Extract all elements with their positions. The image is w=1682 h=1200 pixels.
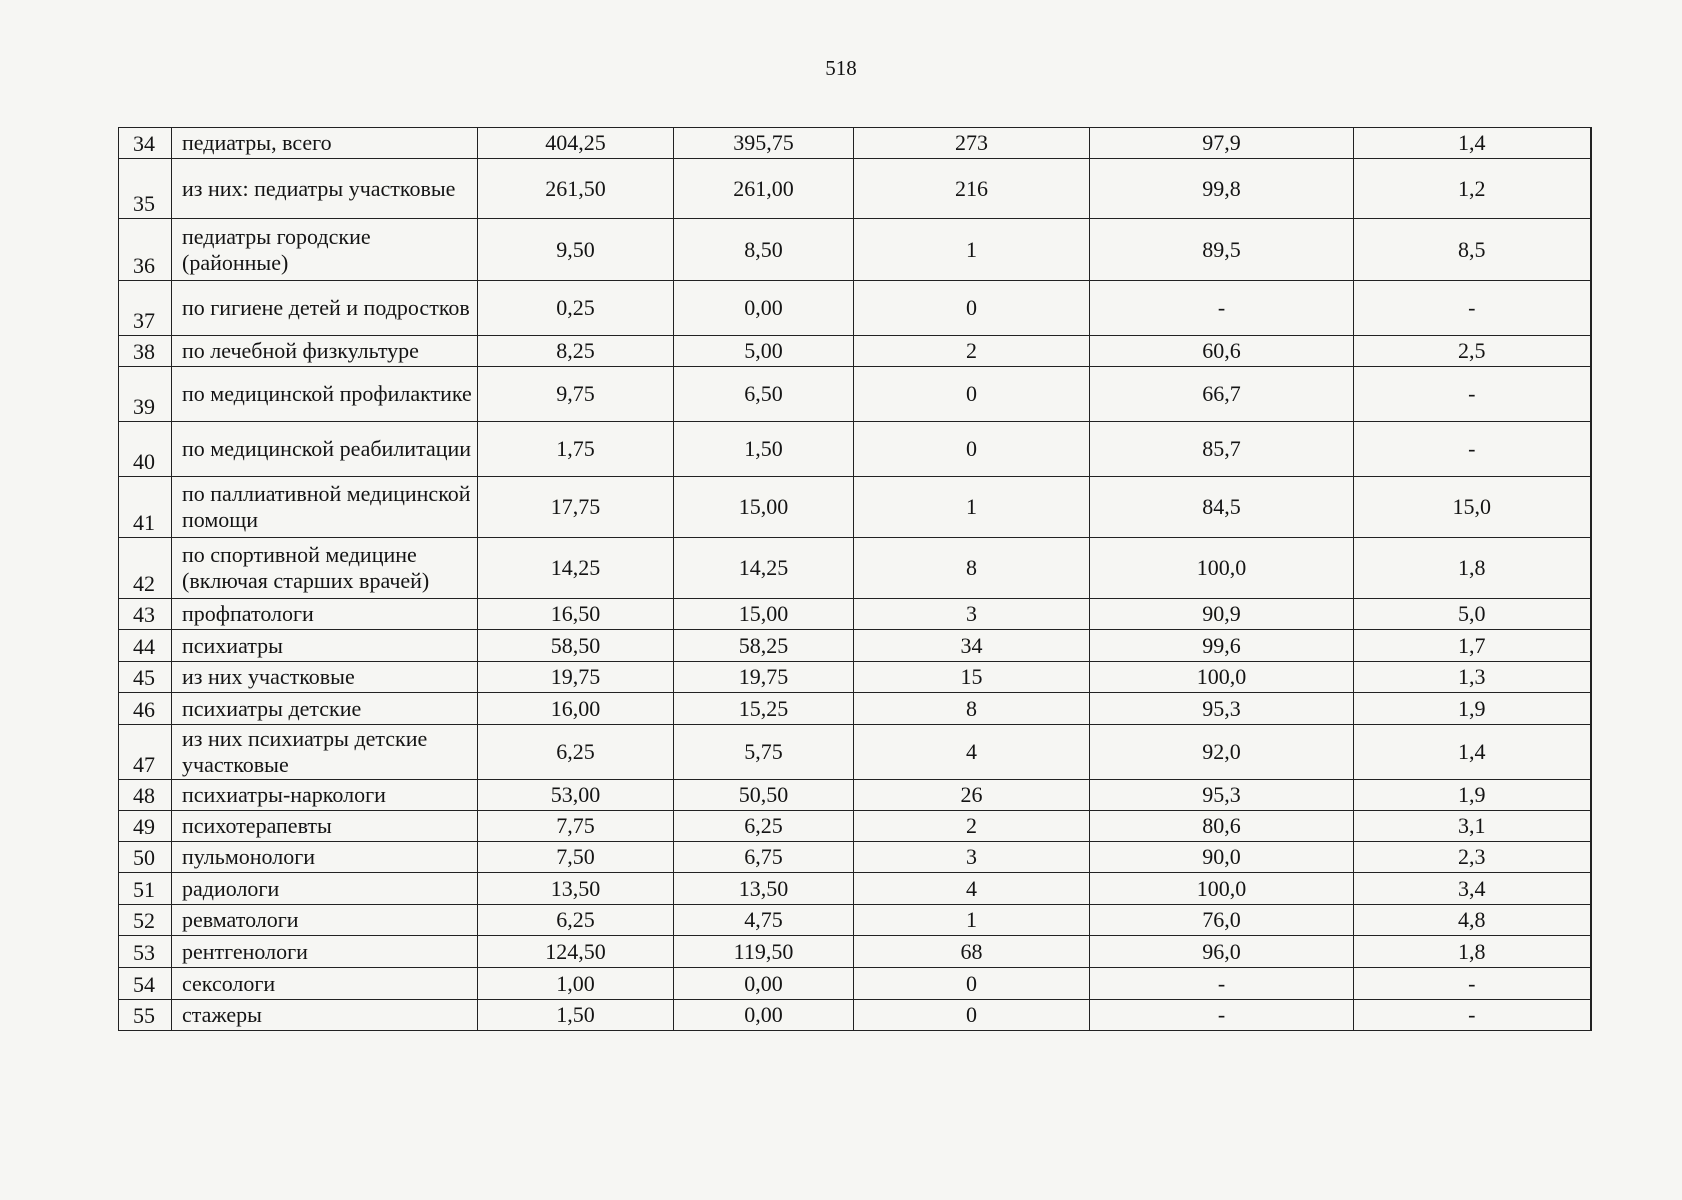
table-row	[119, 128, 1591, 159]
value-cell: 84,5	[1090, 477, 1354, 538]
value-cell: 6,25	[478, 725, 674, 780]
value-cell: 216	[854, 159, 1090, 219]
value-cell: 8,50	[674, 219, 854, 281]
value-cell: 0,00	[674, 968, 854, 1000]
value-cell: 99,8	[1090, 159, 1354, 219]
value-cell: 1,8	[1354, 936, 1591, 968]
specialty-name: из них: педиатры участковые	[172, 159, 478, 219]
value-cell: 99,6	[1090, 630, 1354, 662]
value-cell: 7,50	[478, 842, 674, 873]
row-number: 49	[119, 811, 172, 842]
specialty-name: по медицинской реабилитации	[172, 422, 478, 477]
value-cell: 8,5	[1354, 219, 1591, 281]
value-cell: 273	[854, 128, 1090, 159]
specialty-name: стажеры	[172, 1000, 478, 1031]
value-cell: 8	[854, 538, 1090, 599]
value-cell: 0,00	[674, 281, 854, 336]
value-cell: 60,6	[1090, 336, 1354, 367]
value-cell: 5,00	[674, 336, 854, 367]
value-cell: 17,75	[478, 477, 674, 538]
row-number: 42	[119, 538, 172, 599]
value-cell: 90,9	[1090, 599, 1354, 630]
value-cell: 0	[854, 367, 1090, 422]
value-cell: 100,0	[1090, 873, 1354, 905]
row-number: 40	[119, 422, 172, 477]
value-cell: 15,0	[1354, 477, 1591, 538]
specialty-name: психиатры	[172, 630, 478, 662]
value-cell: 1	[854, 905, 1090, 936]
value-cell: 80,6	[1090, 811, 1354, 842]
value-cell: 0	[854, 281, 1090, 336]
table-row	[119, 281, 1591, 336]
value-cell: 19,75	[478, 662, 674, 693]
specialty-name: из них участковые	[172, 662, 478, 693]
value-cell: 14,25	[674, 538, 854, 599]
value-cell: -	[1354, 281, 1591, 336]
row-number: 45	[119, 662, 172, 693]
value-cell: 1,4	[1354, 725, 1591, 780]
value-cell: 92,0	[1090, 725, 1354, 780]
page-number: 518	[825, 56, 857, 80]
specialty-name: психиатры-наркологи	[172, 780, 478, 811]
table-row	[119, 842, 1591, 873]
value-cell: 96,0	[1090, 936, 1354, 968]
value-cell: 15,00	[674, 477, 854, 538]
value-cell: 76,0	[1090, 905, 1354, 936]
table-row	[119, 630, 1591, 662]
value-cell: 1,2	[1354, 159, 1591, 219]
value-cell: 2	[854, 811, 1090, 842]
specialty-name: ревматологи	[172, 905, 478, 936]
table-row	[119, 1000, 1591, 1031]
specialty-name: из них психиатры детские участковые	[172, 725, 478, 780]
value-cell: 0	[854, 968, 1090, 1000]
value-cell: 0	[854, 422, 1090, 477]
value-cell: 89,5	[1090, 219, 1354, 281]
specialty-name: по медицинской профилактике	[172, 367, 478, 422]
row-number: 50	[119, 842, 172, 873]
value-cell: 1,00	[478, 968, 674, 1000]
value-cell: 1,3	[1354, 662, 1591, 693]
value-cell: 4,8	[1354, 905, 1591, 936]
table-row	[119, 159, 1591, 219]
value-cell: 90,0	[1090, 842, 1354, 873]
table-row	[119, 936, 1591, 968]
value-cell: 85,7	[1090, 422, 1354, 477]
table-body	[119, 128, 1591, 1031]
value-cell: 97,9	[1090, 128, 1354, 159]
value-cell: -	[1090, 1000, 1354, 1031]
value-cell: 395,75	[674, 128, 854, 159]
value-cell: 66,7	[1090, 367, 1354, 422]
table-row	[119, 811, 1591, 842]
value-cell: 4	[854, 725, 1090, 780]
table-row	[119, 693, 1591, 725]
row-number: 41	[119, 477, 172, 538]
value-cell: 19,75	[674, 662, 854, 693]
value-cell: 6,25	[478, 905, 674, 936]
value-cell: -	[1354, 1000, 1591, 1031]
row-number: 39	[119, 367, 172, 422]
value-cell: 3	[854, 842, 1090, 873]
value-cell: 261,00	[674, 159, 854, 219]
table-row	[119, 873, 1591, 905]
row-number: 48	[119, 780, 172, 811]
value-cell: 100,0	[1090, 662, 1354, 693]
value-cell: 4	[854, 873, 1090, 905]
specialty-name: профпатологи	[172, 599, 478, 630]
value-cell: 1,4	[1354, 128, 1591, 159]
value-cell: 4,75	[674, 905, 854, 936]
value-cell: 1,7	[1354, 630, 1591, 662]
row-number: 36	[119, 219, 172, 281]
value-cell: 95,3	[1090, 780, 1354, 811]
value-cell: 1,9	[1354, 693, 1591, 725]
value-cell: 7,75	[478, 811, 674, 842]
value-cell: 0,00	[674, 1000, 854, 1031]
specialty-name: пульмонологи	[172, 842, 478, 873]
row-number: 53	[119, 936, 172, 968]
row-number: 34	[119, 128, 172, 159]
table-row	[119, 538, 1591, 599]
row-number: 51	[119, 873, 172, 905]
row-number: 44	[119, 630, 172, 662]
value-cell: 5,0	[1354, 599, 1591, 630]
value-cell: -	[1090, 968, 1354, 1000]
value-cell: 100,0	[1090, 538, 1354, 599]
value-cell: 34	[854, 630, 1090, 662]
value-cell: 124,50	[478, 936, 674, 968]
table-row	[119, 599, 1591, 630]
row-number: 54	[119, 968, 172, 1000]
row-number: 47	[119, 725, 172, 780]
value-cell: 1,9	[1354, 780, 1591, 811]
value-cell: 9,50	[478, 219, 674, 281]
value-cell: 14,25	[478, 538, 674, 599]
value-cell: 8	[854, 693, 1090, 725]
value-cell: 3,1	[1354, 811, 1591, 842]
table-row	[119, 662, 1591, 693]
specialty-name: психиатры детские	[172, 693, 478, 725]
specialty-name: сексологи	[172, 968, 478, 1000]
value-cell: 5,75	[674, 725, 854, 780]
value-cell: 6,50	[674, 367, 854, 422]
value-cell: 16,00	[478, 693, 674, 725]
specialty-name: рентгенологи	[172, 936, 478, 968]
value-cell: 2,5	[1354, 336, 1591, 367]
value-cell: 1	[854, 219, 1090, 281]
value-cell: 3,4	[1354, 873, 1591, 905]
specialty-name: педиатры городские (районные)	[172, 219, 478, 281]
value-cell: 0,25	[478, 281, 674, 336]
value-cell: 6,25	[674, 811, 854, 842]
value-cell: 2	[854, 336, 1090, 367]
value-cell: 50,50	[674, 780, 854, 811]
value-cell: 404,25	[478, 128, 674, 159]
value-cell: 15,25	[674, 693, 854, 725]
table-row	[119, 725, 1591, 780]
specialty-name: по спортивной медицине (включая старших врачей)	[172, 538, 478, 599]
specialty-name: педиатры, всего	[172, 128, 478, 159]
specialty-name: радиологи	[172, 873, 478, 905]
value-cell: 15	[854, 662, 1090, 693]
specialty-name: по паллиативной медицинской помощи	[172, 477, 478, 538]
value-cell: 2,3	[1354, 842, 1591, 873]
table-row	[119, 422, 1591, 477]
value-cell: 3	[854, 599, 1090, 630]
value-cell: 58,50	[478, 630, 674, 662]
value-cell: -	[1354, 422, 1591, 477]
specialty-name: по лечебной физкультуре	[172, 336, 478, 367]
value-cell: 0	[854, 1000, 1090, 1031]
value-cell: 261,50	[478, 159, 674, 219]
value-cell: 6,75	[674, 842, 854, 873]
value-cell: -	[1354, 367, 1591, 422]
table-row	[119, 367, 1591, 422]
table-row	[119, 336, 1591, 367]
specialty-name: по гигиене детей и подростков	[172, 281, 478, 336]
table-row	[119, 219, 1591, 281]
value-cell: 16,50	[478, 599, 674, 630]
value-cell: 13,50	[674, 873, 854, 905]
value-cell: 68	[854, 936, 1090, 968]
value-cell: 119,50	[674, 936, 854, 968]
row-number: 46	[119, 693, 172, 725]
table-row	[119, 905, 1591, 936]
row-number: 35	[119, 159, 172, 219]
value-cell: 1	[854, 477, 1090, 538]
value-cell: 58,25	[674, 630, 854, 662]
value-cell: 1,50	[478, 1000, 674, 1031]
value-cell: 9,75	[478, 367, 674, 422]
specialty-name: психотерапевты	[172, 811, 478, 842]
value-cell: 53,00	[478, 780, 674, 811]
value-cell: 1,8	[1354, 538, 1591, 599]
value-cell: -	[1090, 281, 1354, 336]
row-number: 55	[119, 1000, 172, 1031]
table-row	[119, 780, 1591, 811]
row-number: 38	[119, 336, 172, 367]
staffing-table	[118, 127, 1592, 1031]
row-number: 37	[119, 281, 172, 336]
value-cell: 15,00	[674, 599, 854, 630]
value-cell: 1,50	[674, 422, 854, 477]
value-cell: 8,25	[478, 336, 674, 367]
value-cell: 26	[854, 780, 1090, 811]
table-row	[119, 968, 1591, 1000]
value-cell: 1,75	[478, 422, 674, 477]
value-cell: -	[1354, 968, 1591, 1000]
row-number: 52	[119, 905, 172, 936]
row-number: 43	[119, 599, 172, 630]
table-row	[119, 477, 1591, 538]
value-cell: 95,3	[1090, 693, 1354, 725]
value-cell: 13,50	[478, 873, 674, 905]
